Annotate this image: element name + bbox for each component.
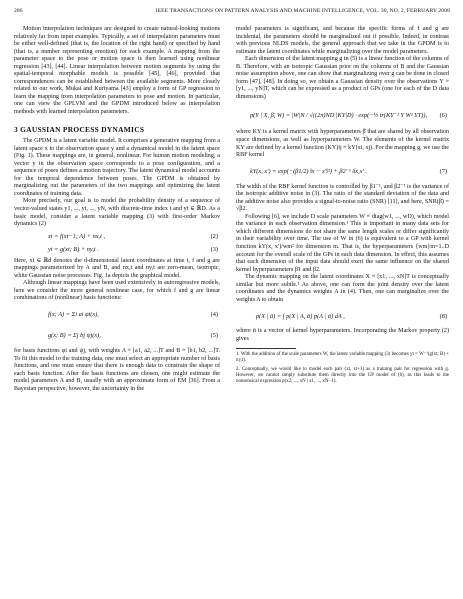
- equation-number: (6): [439, 111, 447, 119]
- equation-4: [14, 306, 220, 324]
- footnote-rule: [236, 348, 296, 349]
- section-title: 3 GAUSSIAN PROCESS DYNAMICS: [14, 124, 145, 134]
- footnote-2: 2. Conceptually, we would like to model each pair (xt, xt+1) as a training pair for regression with g. However, we cannot simply substitute them directly into the GP model of (6), as this leads to the nonsensical expression p(x2, ..., xN | x1, ..., xN−1).: [236, 366, 449, 384]
- equation-2: [14, 232, 220, 242]
- paragraph: More precisely, our goal is to model the probability density of a sequence of vector-valued states y1, ..., yt, ..., yN, with discrete-time index t and yt ∈ ℝD. As a basic model, consider a latent variable mapping (3) with first-order Markov dynamics (2): [14, 198, 220, 228]
- paragraph: Motion interpolation techniques are designed to create natural-looking motions relatively far from input examples. Typically, a set of interpolation parameters must be either well-defined (that is, the location of the right hand) or specified by hand (that is, a number representing emotion) for each example. A mapping from the parameter space to the pose or motion space is then learned using nonlinear regression [43], [44]. Linear interpolation between motion segments by using the spatial-temporal morphable models is possible [45], [46], provided that correspondences can be established between the available segments. More closely related to our work, Mukai and Kuriyama [43] employ a form of GP regression to learn the mapping from interpolation parameters to pose and motion. In particular, one can view the GPLVM and the GPDM introduced below as interpolation methods with learned interpolation parameters.: [14, 26, 220, 116]
- paragraph: Although linear mappings have been used extensively in autoregressive models, here we consider the more general nonlinear case, for which f and g are linear combinations of (nonlinear) basis functions:: [14, 280, 220, 302]
- equation-number: (5): [210, 332, 218, 340]
- paragraph: model parameters is significant, and because the specific forms of f and g are incidental, the parameters should be marginalized out if possible. Indeed, in contrast with previous NLDS models, the general approach that we take in the GPDM is to estimate the latent coordinates while marginalizing over the model parameters.: [236, 26, 449, 55]
- equation-number: (3): [210, 245, 218, 253]
- equation-body: f(x; A) = Σi ai φi(x),: [48, 311, 99, 319]
- paragraph: for basis functions φi and ψj, with weights A ≡ [a1, a2, ...]T and B ≡ [b1, b2, ...]T. To fit this model to the training data, one must select an appropriate number of basis functions, and one must ensure that there is enough data to constrain the shape of each basis function. After the basis functions are chosen, one might estimate the model parameters A and B, usually with an approximate form of EM [36]. From a Bayesian perspective, however, the uncertainty in the: [14, 347, 220, 392]
- equation-body: g(x; B) = Σj bj ψj(x),: [48, 332, 101, 340]
- equation-number: (2): [210, 232, 218, 240]
- paragraph: The GPDM is a latent variable model. It comprises a generative mapping from a latent space x to the observation space y and a dynamical model in the latent space (Fig. 1). These mappings are, in general, nonlinear. For human motion modeling, a vector y in the observation space corresponds to a pose configuration, and a sequence of poses defines a motion trajectory. The latent dynamical model accounts for the temporal dependence between poses. The GPDM is obtained by marginalizing out the parameters of the two mappings and optimizing the latent coordinates of training data.: [14, 138, 220, 197]
- equation-number: (8): [439, 312, 447, 320]
- equation-number: (7): [439, 167, 447, 175]
- paragraph: Each dimension of the latent mapping g in (5) is a linear function of the columns of B. Therefore, with an isotropic Gaussian prior on the columns of B and the Gaussian noise assumption above, one can show that marginalizing over g can be done in closed form [47], [48]. In doing so, we obtain a Gaussian density over the observations Y ≡ [y1, ..., yN]T, which can be expressed as a product of GPs (one for each of the D data dimensions): [236, 56, 449, 100]
- paragraph: The dynamic mapping on the latent coordinates X ≡ [x1, ..., xN]T is conceptually similar but more subtle.² As above, one can form the joint density over the latent coordinates and the dynamics weights A in (4). Then, one can marginalize over the weights A to obtain: [236, 274, 449, 303]
- left-column: [14, 26, 220, 393]
- equation-body: p(Y | X, β̄, W) = |W|N / √((2π)ND |KY|D) · exp(−½ tr(KY⁻¹ Y W² YT)),: [250, 111, 428, 119]
- equation-5: [14, 327, 220, 345]
- footnote-1: 1. With the addition of the scale parameters W, the latent variable mapping (3) becomes yt = W⁻¹(g(xt; B) + ny,t).: [236, 351, 449, 363]
- equation-8: [236, 307, 449, 325]
- equation-body: p(X | ᾱ) = ∫ p(X | A, ᾱ) p(A | ᾱ) dA ,: [256, 312, 345, 320]
- paragraph: where ᾱ is a vector of kernel hyperparameters. Incorporating the Markov property (2) gives: [236, 328, 449, 342]
- equation-6: [236, 104, 449, 126]
- paragraph: Following [6], we include D scale parameters W ≡ diag(w1, ..., wD), which model the variance in each observation dimension.¹ This is important in many data sets for which different dimensions do not share the same length scales or differ significantly in their variability over time. The use of W in (6) is equivalent to a GP with kernel function kY(x, x′)/wm² for dimension m. That is, the hyperparameters {wm}m=1..D account for the overall scale of the GPs in each data dimension. In effect, this assumes that each dimension of the input data should exert the same influence on the shared kernel hyperparameters β1 and β2.: [236, 213, 449, 273]
- paragraph: Here, xt ∈ ℝd denotes the d-dimensional latent coordinates at time t, f and g are mappings parameterized by A and B, and nx,t and ny,t are zero-mean, isotropic, white Gaussian noise processes. Fig. 1a depicts the graphical model.: [14, 257, 220, 279]
- right-column: [236, 26, 449, 385]
- equation-body: kY(x, x′) = exp(−(β1/2) ‖x − x′‖²) + β2⁻¹ δx,x′ .: [250, 167, 368, 175]
- page-header: [14, 8, 450, 18]
- paragraph: where KY is a kernel matrix with hyperparameters β̄ that are shared by all observation space dimensions, as well as hyperparameters W. The elements of the kernel matrix KY are defined by a kernel function (KY)ij ≡ kY(xi, xj). For the mapping g, we use the RBF kernel: [236, 129, 449, 159]
- equation-7: [236, 163, 449, 181]
- equation-number: (4): [210, 311, 218, 319]
- paragraph: The width of the RBF kernel function is controlled by β1⁻¹, and β2⁻¹ is the variance of the isotropic additive noise in (3). The ratio of the standard deviation of the data and the additive noise also provides a signal-to-noise ratio (SNR) [11], and here, SNR(β̄) = √β2.: [236, 183, 449, 213]
- running-head: IEEE TRANSACTIONS ON PATTERN ANALYSIS AND MACHINE INTELLIGENCE, VOL. 30, NO. 2, FEBRUARY 2008: [155, 8, 450, 14]
- equation-3: [14, 245, 220, 255]
- equation-body: yt = g(xt; B) + ny,t .: [48, 245, 99, 253]
- equation-body: xt = f(xt−1; A) + nx,t ,: [48, 232, 106, 240]
- page-number: 286: [14, 8, 23, 14]
